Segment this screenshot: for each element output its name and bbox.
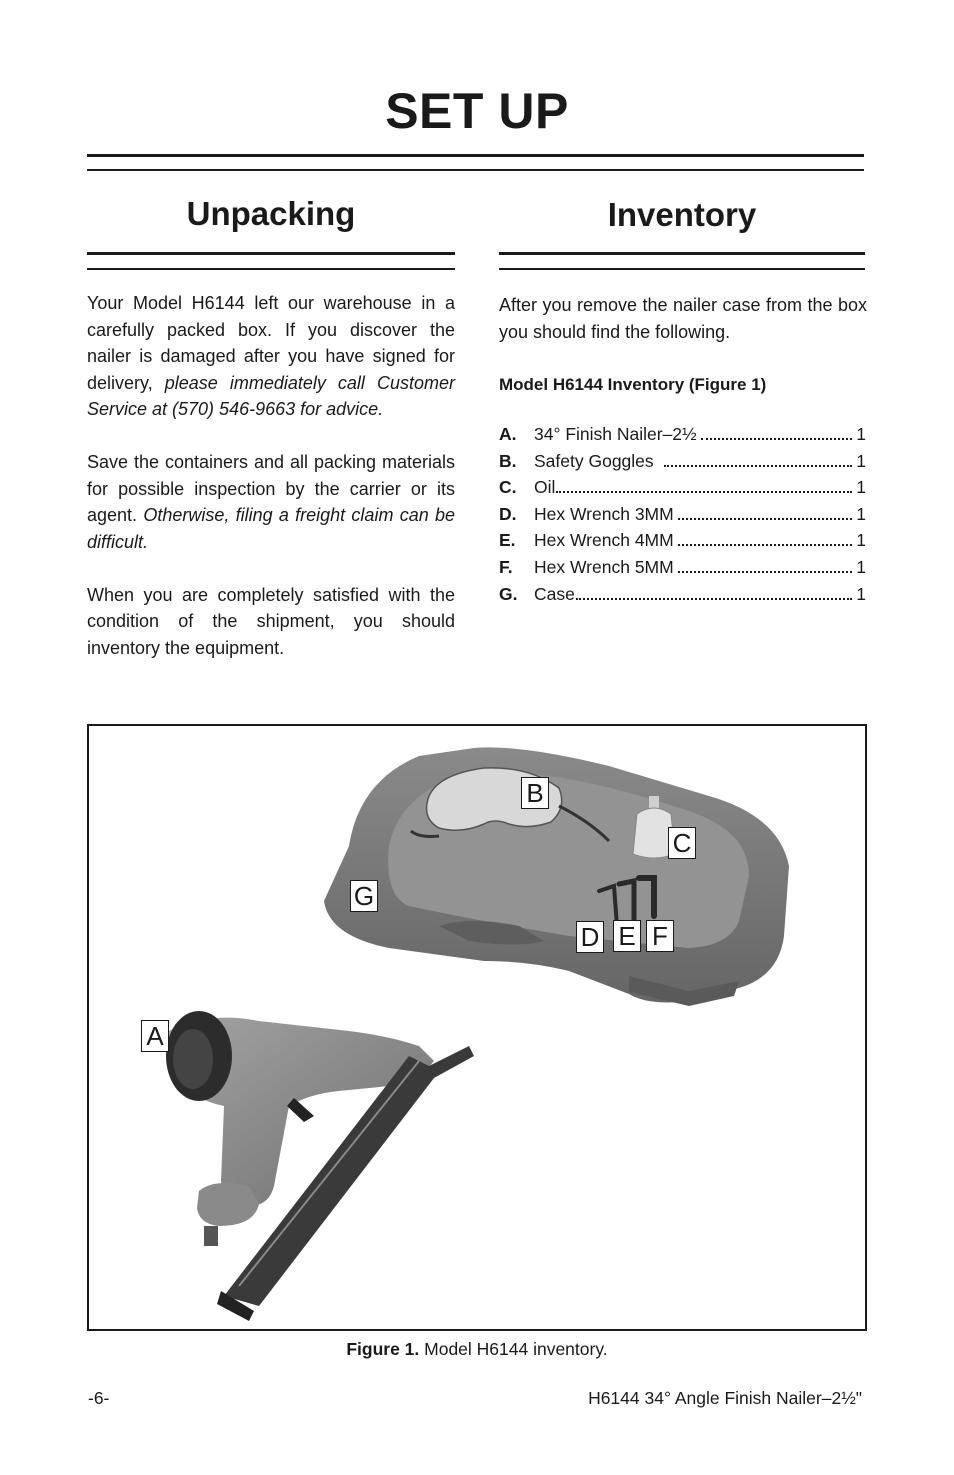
inventory-rule-thick: [499, 252, 865, 255]
page-number: -6-: [88, 1388, 110, 1408]
unpacking-paragraph-1: [87, 290, 455, 423]
unpacking-p2-text: Save the containers and all packing materials for possible inspection by the carrier or its agent.: [87, 452, 455, 525]
inventory-photo: [89, 726, 865, 1329]
callout-d: D: [576, 921, 604, 953]
title-rule-thin: [87, 169, 864, 171]
inventory-item-name: Hex Wrench 5MM: [534, 556, 674, 577]
inventory-item-letter: E.: [499, 530, 516, 551]
dot-leader: [678, 518, 853, 520]
inventory-heading: Inventory: [607, 196, 757, 233]
inventory-item-name: Safety Goggles: [534, 450, 654, 471]
inventory-item-letter: C.: [499, 477, 517, 498]
dot-leader: [678, 571, 853, 573]
callout-c: C: [668, 827, 696, 859]
inventory-item-letter: F.: [499, 556, 513, 577]
footer-doc-title: H6144 34° Angle Finish Nailer–2½": [588, 1388, 862, 1408]
callout-f: F: [646, 920, 674, 952]
inventory-item-b: [499, 451, 866, 478]
page-title: SET UP: [385, 83, 569, 139]
inventory-item-qty: 1: [856, 503, 866, 524]
inventory-item-letter: D.: [499, 503, 517, 524]
inventory-item-e: [499, 530, 866, 557]
unpacking-paragraph-2: [87, 449, 455, 555]
dot-leader: [664, 465, 853, 467]
inventory-item-a: [499, 424, 866, 451]
inventory-intro: After you remove the nailer case from the box you should find the following.: [499, 295, 867, 342]
figure-caption-text: Model H6144 inventory.: [419, 1339, 608, 1359]
title-rule-thick: [87, 154, 864, 157]
figure-1-box: [87, 724, 867, 1331]
dot-leader: [556, 491, 852, 493]
unpacking-p1-text: Your Model H6144 left our warehouse in a carefully packed box. If you discover the nailer is damaged after you have signed for delivery,: [87, 293, 455, 393]
inventory-item-qty: 1: [856, 530, 866, 551]
inventory-item-qty: 1: [856, 477, 866, 498]
inventory-item-name: Oil: [534, 477, 556, 498]
figure-caption: [0, 1339, 954, 1360]
unpacking-paragraph-3: When you are completely satisfied with the condition of the shipment, you should inventory the equipment.: [87, 584, 455, 658]
inventory-item-name: Hex Wrench 4MM: [534, 530, 674, 551]
unpacking-heading: Unpacking: [186, 195, 356, 232]
inventory-item-f: [499, 557, 866, 584]
inventory-item-name: 34° Finish Nailer–2½: [534, 424, 697, 444]
inventory-item-g: [499, 584, 866, 611]
unpacking-p1-italic: please immediately call Customer Service at (570) 546-9663 for advice.: [87, 372, 455, 419]
inventory-rule-thin: [499, 268, 865, 270]
figure-caption-label: Figure 1.: [346, 1339, 420, 1359]
callout-e: E: [613, 920, 641, 952]
inventory-item-qty: 1: [856, 450, 866, 471]
inventory-list-title: Model H6144 Inventory (Figure 1): [499, 375, 767, 394]
inventory-item-d: [499, 504, 866, 531]
inventory-item-name: Hex Wrench 3MM: [534, 503, 674, 524]
inventory-list: [499, 424, 866, 610]
callout-b: B: [521, 777, 549, 809]
callout-a: A: [141, 1020, 169, 1052]
nailer-image: [166, 1011, 474, 1321]
dot-leader: [678, 544, 853, 546]
inventory-item-c: [499, 477, 866, 504]
inventory-item-qty: 1: [856, 556, 866, 577]
unpacking-rule-thin: [87, 268, 455, 270]
unpacking-p2-italic: Otherwise, filing a freight claim can be difficult.: [87, 505, 456, 552]
inventory-item-letter: B.: [499, 450, 517, 471]
dot-leader: [701, 438, 853, 440]
unpacking-rule-thick: [87, 252, 455, 255]
inventory-item-letter: G.: [499, 583, 518, 604]
callout-g: G: [350, 880, 378, 912]
inventory-item-qty: 1: [856, 583, 866, 604]
inventory-item-qty: 1: [856, 424, 866, 444]
unpacking-body: [87, 290, 455, 661]
dot-leader: [576, 598, 852, 600]
inventory-item-letter: A.: [499, 424, 517, 444]
inventory-item-name: Case: [534, 583, 575, 604]
